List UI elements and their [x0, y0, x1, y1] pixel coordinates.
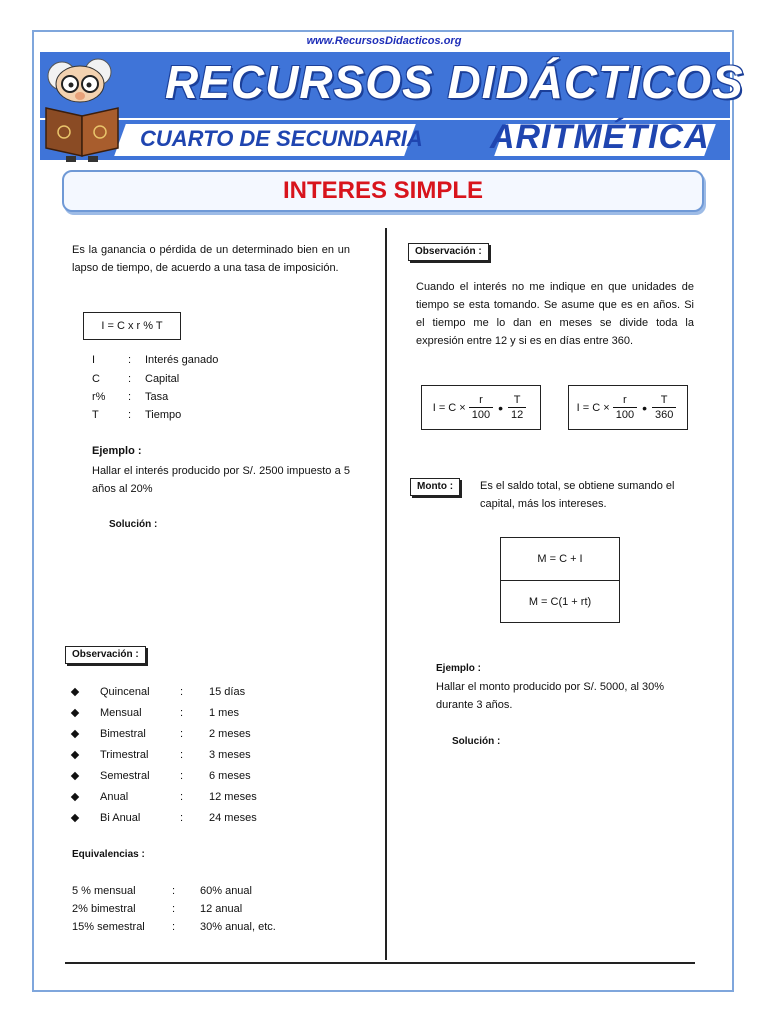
fraction-denominator: 12 [511, 409, 524, 421]
title-box [62, 170, 704, 212]
period-name: Quincenal [100, 686, 150, 698]
fraction-denominator: 100 [615, 409, 635, 421]
site-url[interactable]: www.RecursosDidacticos.org [306, 35, 462, 47]
period-sep: : [180, 749, 184, 761]
formula-lhs: I = C × [432, 401, 466, 414]
bullet-diamond-icon [72, 788, 78, 806]
period-value: 3 meses [209, 749, 251, 761]
example-label: Ejemplo : [92, 445, 142, 457]
observation-text: Cuando el interés no me indique en que unidades de tiempo se esta tomando. Se asume que es en años. Si el tiempo me lo dan en meses se divide toda la expresión entre 12 y si es en días entre 360. [416, 281, 694, 347]
period-sep: : [180, 728, 184, 740]
fraction-numerator: T [652, 393, 676, 408]
rate-fraction [613, 393, 637, 422]
equivalence-to: 60% anual [200, 885, 252, 897]
equivalence-to: 30% anual, etc. [200, 921, 276, 933]
example-text: Hallar el monto producido por S/. 5000, al 30% durante 3 años. [436, 681, 665, 711]
legend-symbol: T [92, 409, 99, 421]
bullet-diamond-icon [72, 809, 78, 827]
period-value: 6 meses [209, 770, 251, 782]
monto-formula-2: M = C(1 + rt) [501, 580, 619, 623]
period-value: 1 mes [209, 707, 239, 719]
observation-tag: Observación : [408, 243, 489, 261]
equivalence-from: 5 % mensual [72, 885, 136, 897]
equivalence-sep: : [172, 885, 176, 897]
column-divider [385, 228, 387, 960]
formula-lhs: I = C × [576, 401, 610, 414]
period-name: Bimestral [100, 728, 146, 740]
formula-months [421, 385, 541, 430]
legend-meaning: Tasa [145, 391, 169, 403]
legend-sep: : [128, 391, 132, 403]
monto-tag: Monto : [410, 478, 460, 496]
equivalences-label: Equivalencias : [72, 849, 145, 860]
example-label: Ejemplo : [436, 663, 482, 674]
period-name: Semestral [100, 770, 150, 782]
time-fraction [652, 393, 676, 422]
multiply-dot: • [498, 399, 504, 416]
bullet-diamond-icon [72, 767, 78, 785]
grade-label: CUARTO DE SECUNDARIA [140, 126, 423, 151]
period-sep: : [180, 812, 184, 824]
monto-formula-box [500, 537, 620, 623]
bullet-diamond-icon [72, 683, 78, 701]
footer-rule [65, 962, 695, 964]
equivalence-to: 12 anual [200, 903, 243, 915]
bullet-diamond-icon [72, 704, 78, 722]
legend-sep: : [128, 373, 132, 385]
period-value: 2 meses [209, 728, 251, 740]
formula-days [568, 385, 688, 430]
period-name: Mensual [100, 707, 142, 719]
equivalence-sep: : [172, 921, 176, 933]
legend-meaning: Capital [145, 373, 180, 385]
subject-label: ARITMÉTICA [490, 118, 710, 156]
solution-label: Solución : [109, 519, 158, 530]
bullet-diamond-icon [72, 725, 78, 743]
observation-tag: Observación : [65, 646, 146, 664]
solution-label: Solución : [452, 736, 501, 747]
legend-symbol: C [92, 373, 100, 385]
equivalence-sep: : [172, 903, 176, 915]
legend-sep: : [128, 409, 132, 421]
intro-text: Es la ganancia o pérdida de un determinado bien en un lapso de tiempo, de acuerdo a una tasa de imposición. [72, 244, 350, 274]
period-name: Bi Anual [100, 812, 141, 824]
fraction-numerator: r [469, 393, 493, 408]
legend-symbol: I [92, 354, 96, 366]
period-value: 12 meses [209, 791, 257, 803]
fraction-numerator: T [508, 393, 526, 408]
time-fraction [508, 393, 526, 422]
fraction-numerator: r [613, 393, 637, 408]
fraction-denominator: 360 [654, 409, 674, 421]
example-text: Hallar el interés producido por S/. 2500 impuesto a 5 años al 20% [92, 465, 350, 495]
period-value: 24 meses [209, 812, 257, 824]
multiply-dot: • [642, 399, 647, 416]
equivalence-from: 2% bimestral [72, 903, 136, 915]
period-sep: : [180, 791, 184, 803]
period-sep: : [180, 707, 184, 719]
period-name: Trimestral [100, 749, 149, 761]
legend-sep: : [128, 354, 132, 366]
main-formula: I = C x r % T [83, 312, 181, 340]
equivalence-from: 15% semestral [72, 921, 145, 933]
period-sep: : [180, 770, 184, 782]
professor-reading-book-icon [38, 58, 138, 164]
legend-meaning: Interés ganado [145, 354, 219, 366]
period-sep: : [180, 686, 184, 698]
brand-title: RECURSOS DIDÁCTICOS [165, 56, 744, 108]
monto-formula-1: M = C + I [537, 553, 583, 565]
bullet-diamond-icon [72, 746, 78, 764]
period-name: Anual [100, 791, 129, 803]
rate-fraction [469, 393, 493, 422]
legend-symbol: r% [92, 391, 106, 403]
fraction-denominator: 100 [471, 409, 491, 421]
monto-text: Es el saldo total, se obtiene sumando el capital, más los intereses. [480, 480, 675, 510]
legend-meaning: Tiempo [145, 409, 182, 421]
page-title: INTERES SIMPLE [282, 177, 484, 204]
period-value: 15 días [209, 686, 246, 698]
